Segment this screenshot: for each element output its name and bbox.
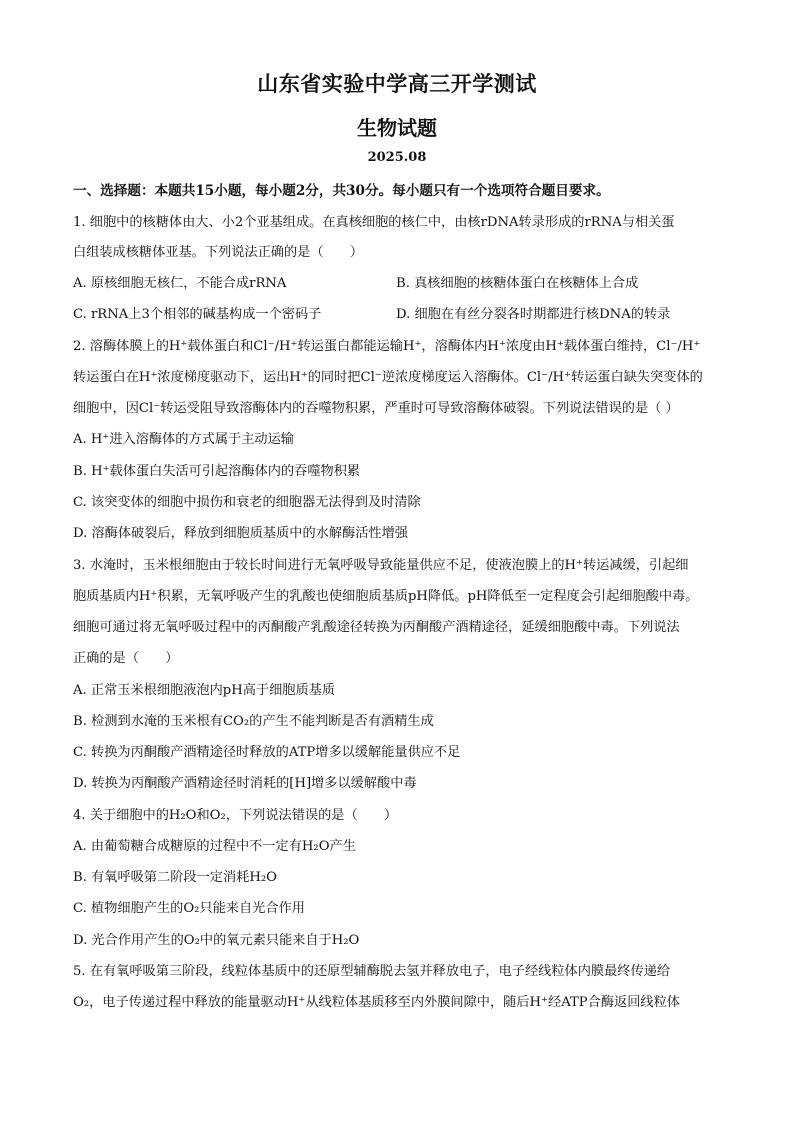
- question-3-option-c: C. 转换为丙酮酸产酒精途径时释放的ATP增多以缓解能量供应不足: [73, 745, 461, 760]
- question-2-option-a: A. H⁺进入溶酶体的方式属于主动运输: [73, 432, 294, 447]
- question-3-stem: 3. 水淹时，玉米根细胞由于较长时间进行无氧呼吸导致能量供应不足，使液泡膜上的H⁺转运减缓，引起细: [73, 558, 689, 573]
- question-4-option-c: C. 植物细胞产生的O₂只能来自光合作用: [73, 901, 305, 916]
- question-3-stem: 胞质基质内H⁺积累，无氧呼吸产生的乳酸也使细胞质基质pH降低。pH降低至一定程度会引起细胞酸中毒。: [73, 589, 699, 604]
- question-1-stem: 1. 细胞中的核糖体由大、小2个亚基组成。在真核细胞的核仁中，由核rDNA转录形成的rRNA与相关蛋: [73, 215, 675, 230]
- question-4-option-a: A. 由葡萄糖合成糖原的过程中不一定有H₂O产生: [73, 839, 356, 854]
- question-1-option-b: B. 真核细胞的核糖体蛋白在核糖体上合成: [396, 276, 639, 291]
- question-2-stem: 2. 溶酶体膜上的H⁺载体蛋白和Cl⁻/H⁺转运蛋白都能运输H⁺，溶酶体内H⁺浓度由H⁺载体蛋白维持，Cl⁻/H⁺: [73, 339, 701, 354]
- question-3-stem: 细胞可通过将无氧呼吸过程中的丙酮酸产乳酸途径转换为丙酮酸产酒精途径，延缓细胞酸中毒。下列说法: [73, 620, 680, 635]
- question-2-option-d: D. 溶酶体破裂后，释放到细胞质基质中的水解酶活性增强: [73, 526, 408, 541]
- question-1-option-a: A. 原核细胞无核仁，不能合成rRNA: [73, 276, 287, 291]
- question-1-option-c: C. rRNA上3个相邻的碱基构成一个密码子: [73, 307, 322, 322]
- question-2-stem: 转运蛋白在H⁺浓度梯度驱动下，运出H⁺的同时把Cl⁻逆浓度梯度运入溶酶体。Cl⁻/H⁺转运蛋白缺失突变体的: [73, 370, 703, 385]
- question-2-option-c: C. 该突变体的细胞中损伤和衰老的细胞器无法得到及时清除: [73, 495, 421, 510]
- question-3-option-b: B. 检测到水淹的玉米根有CO₂的产生不能判断是否有酒精生成: [73, 714, 434, 729]
- question-5-stem: 5. 在有氧呼吸第三阶段，线粒体基质中的还原型辅酶脱去氢并释放电子，电子经线粒体内膜最终传递给: [73, 964, 671, 979]
- question-3-option-a: A. 正常玉米根细胞液泡内pH高于细胞质基质: [73, 683, 336, 698]
- question-1-option-d: D. 细胞在有丝分裂各时期都进行核DNA的转录: [396, 307, 671, 322]
- question-1-stem: 白组装成核糖体亚基。下列说法正确的是（ ）: [73, 245, 364, 260]
- question-3-option-d: D. 转换为丙酮酸产酒精途径时消耗的[H]增多以缓解酸中毒: [73, 776, 417, 791]
- question-2-stem: 细胞中，因Cl⁻转运受阻导致溶酶体内的吞噬物积累，严重时可导致溶酶体破裂。下列说法错误的是（ ）: [73, 401, 679, 416]
- exam-date: 2025.08: [367, 150, 427, 165]
- section-heading: 一、选择题：本题共15小题，每小题2分，共30分。每小题只有一个选项符合题目要求。: [73, 183, 610, 199]
- question-4-option-d: D. 光合作用产生的O₂中的氧元素只能来自于H₂O: [73, 933, 360, 948]
- exam-title: 山东省实验中学高三开学测试: [257, 71, 537, 96]
- question-3-stem: 正确的是（ ）: [73, 651, 179, 666]
- question-4-stem: 4. 关于细胞中的H₂O和O₂，下列说法错误的是（ ）: [73, 808, 398, 823]
- question-5-stem: O₂，电子传递过程中释放的能量驱动H⁺从线粒体基质移至内外膜间隙中，随后H⁺经ATP合酶返回线粒体: [73, 995, 680, 1010]
- question-4-option-b: B. 有氧呼吸第二阶段一定消耗H₂O: [73, 870, 277, 885]
- subject-title: 生物试题: [357, 116, 437, 140]
- question-2-option-b: B. H⁺载体蛋白失活可引起溶酶体内的吞噬物积累: [73, 464, 361, 479]
